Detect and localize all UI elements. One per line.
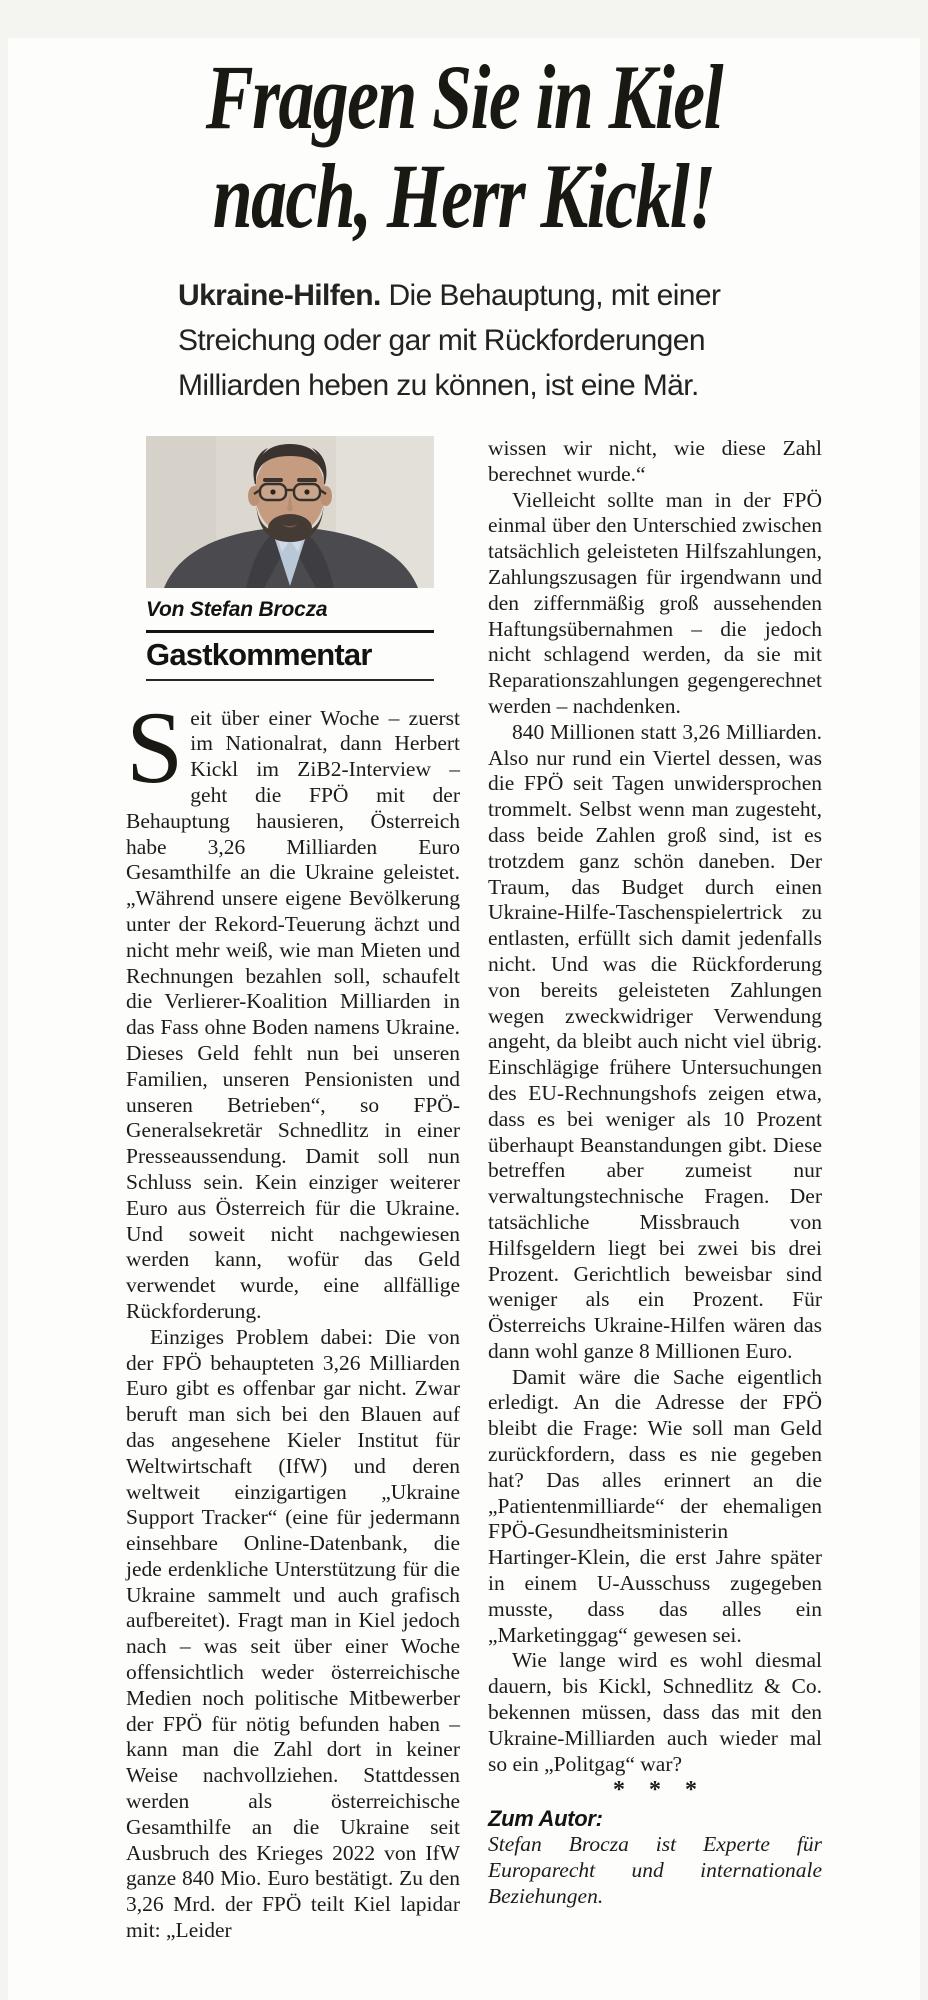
standfirst: [178, 273, 814, 408]
headline-line-1-text: Fragen Sie in Kiel: [205, 46, 723, 148]
paragraph-6: Damit wäre die Sache eigentlich erledigt. An die Adresse der FPÖ bleibt die Frage: Wie soll man Geld zurückfordern, dass es nie gegeben hat? Das alles erinnert an die „Patientenmilliarde“ der ehemaligen FPÖ-Gesundheitsministerin Hartinger-Klein, die erst Jahre später in einem U-Ausschuss zugegeben musste, dass das alles ein „Marketinggag“ gewesen sei.: [488, 1364, 822, 1647]
author-photo: [146, 436, 434, 588]
paragraph-7: Wie lange wird es wohl diesmal dauern, bis Kickl, Schnedlitz & Co. bekennen müssen, dass das mit den Ukraine-Milliarden auch wieder mal so ein „Politgag“ war?: [488, 1648, 822, 1776]
drop-cap: S: [126, 690, 184, 805]
section-label: Gastkommentar: [146, 636, 372, 672]
author-note-label: Zum Autor:: [488, 1806, 603, 1832]
headline-line-2-text: nach, Herr Kickl!: [213, 145, 715, 247]
standfirst-text: Die Behauptung, mit einer Streichung oder gar mit Rückforderungen Milliarden heben zu können, ist eine Mär.: [178, 279, 721, 402]
asterisk-separator: * * *: [613, 1777, 706, 1804]
rule-thick: [146, 630, 434, 633]
left-column: [126, 436, 460, 1944]
paragraph-2: Einziges Problem dabei: Die von der FPÖ behaupteten 3,26 Milliarden Euro gibt es offenbar gar nicht. Zwar beruft man sich bei den Blauen auf das angesehene Kieler Institut für Weltwirtschaft (IfW) und deren weltweit einzigartigen „Ukraine Support Tracker“ (eine für jedermann einsehbare Online-Datenbank, die jede erdenkliche Unterstützung für die Ukraine sammelt und auch grafisch aufbereitet). Fragt man in Kiel jedoch nach – was seit über einer Woche offensichtlich weder österreichische Medien noch politische Mitbewerber der FPÖ für nötig befunden haben – kann man die Zahl dort in keiner Weise nachvollziehen. Stattdessen werden als österreichische Gesamthilfe an die Ukraine seit Ausbruch des Krieges 2022 von IfW ganze 840 Mio. Euro bestätigt. Zu den 3,26 Mrd. der FPÖ teilt Kiel lapidar mit: „Leider: [126, 1324, 460, 1943]
paragraph-1: [126, 690, 460, 1325]
paragraph-4: Vielleicht sollte man in der FPÖ einmal über den Unterschied zwischen tatsächlich geleisteten Hilfszahlungen, Zahlungszusagen für irgendwann und den ziffernmäßig groß aussehenden Haftungsübernahmen – die jedoch nicht schlagend werden, da sie mit Reparationszahlungen gegengerechnet werden – nachdenken.: [488, 487, 822, 718]
paragraph-5: 840 Millionen statt 3,26 Milliarden. Also nur rund ein Viertel dessen, was die FPÖ seit Tagen unwidersprochen trommelt. Selbst wenn man zugesteht, dass beide Zahlen groß sind, ist es trotzdem ganz schön daneben. Der Traum, das Budget durch einen Ukraine-Hilfe-Taschenspielertrick zu entlasten, erfüllt sich damit jedenfalls nicht. Und was die Rückforderung von bereits geleisteten Zahlungen wegen zweckwidriger Verwendung angeht, da bleibt auch nicht viel übrig. Einschlägige frühere Untersuchungen des EU-Rechnungshofs zeigen etwa, dass es bei weniger als 10 Prozent überhaupt Beanstandungen gibt. Diese betreffen aber zumeist nur verwaltungstechnische Fragen. Der tatsächliche Missbrauch von Hilfsgeldern liegt bei zwei bis drei Prozent. Gerichtlich beweisbar sind weniger als ein Prozent. Für Österreichs Ukraine-Hilfen wären das dann wohl ganze 8 Millionen Euro.: [488, 719, 822, 1363]
author-block: [146, 436, 434, 681]
right-column: [488, 436, 822, 1944]
standfirst-kicker: Ukraine-Hilfen.: [178, 279, 381, 312]
headline-line-2: [8, 147, 920, 246]
headline: [8, 48, 920, 246]
paragraph-1-text: eit über einer Woche – zuerst im Nationalrat, dann Herbert Kickl im ZiB2-Interview – geht die FPÖ mit der Behauptung hausieren, Österreich habe 3,26 Milliarden Euro Gesamthilfe an die Ukraine geleistet. „Während unsere eigene Bevölkerung unter der Rekord-Teuerung ächzt und nicht mehr weiß, wie man Mieten und Rechnungen bezahlen soll, schaufelt die Verlierer-Koalition Milliarden in das Fass ohne Boden namens Ukraine. Dieses Geld fehlt nun bei unseren Familien, unseren Pensionisten und unseren Betrieben“, so FPÖ-Generalsekretär Schnedlitz in einer Presseaussendung. Damit soll nun Schluss sein. Kein einziger weiterer Euro aus Österreich für die Ukraine. Und soweit nicht nachgewiesen werden kann, wofür das Geld verwendet wurde, eine allfällige Rückforderung.: [126, 705, 460, 1323]
article-sheet: [8, 38, 920, 2000]
author-note: Stefan Brocza ist Experte für Europarecht und internationale Beziehungen.: [488, 1832, 822, 1908]
headline-line-1: [8, 48, 920, 147]
article-columns: [126, 436, 822, 1944]
left-column-body: [126, 690, 460, 1944]
photo-caption: Von Stefan Brocza: [146, 598, 328, 621]
rule-thin: [146, 679, 434, 681]
paragraph-3: wissen wir nicht, wie diese Zahl berechnet wurde.“: [488, 436, 822, 486]
